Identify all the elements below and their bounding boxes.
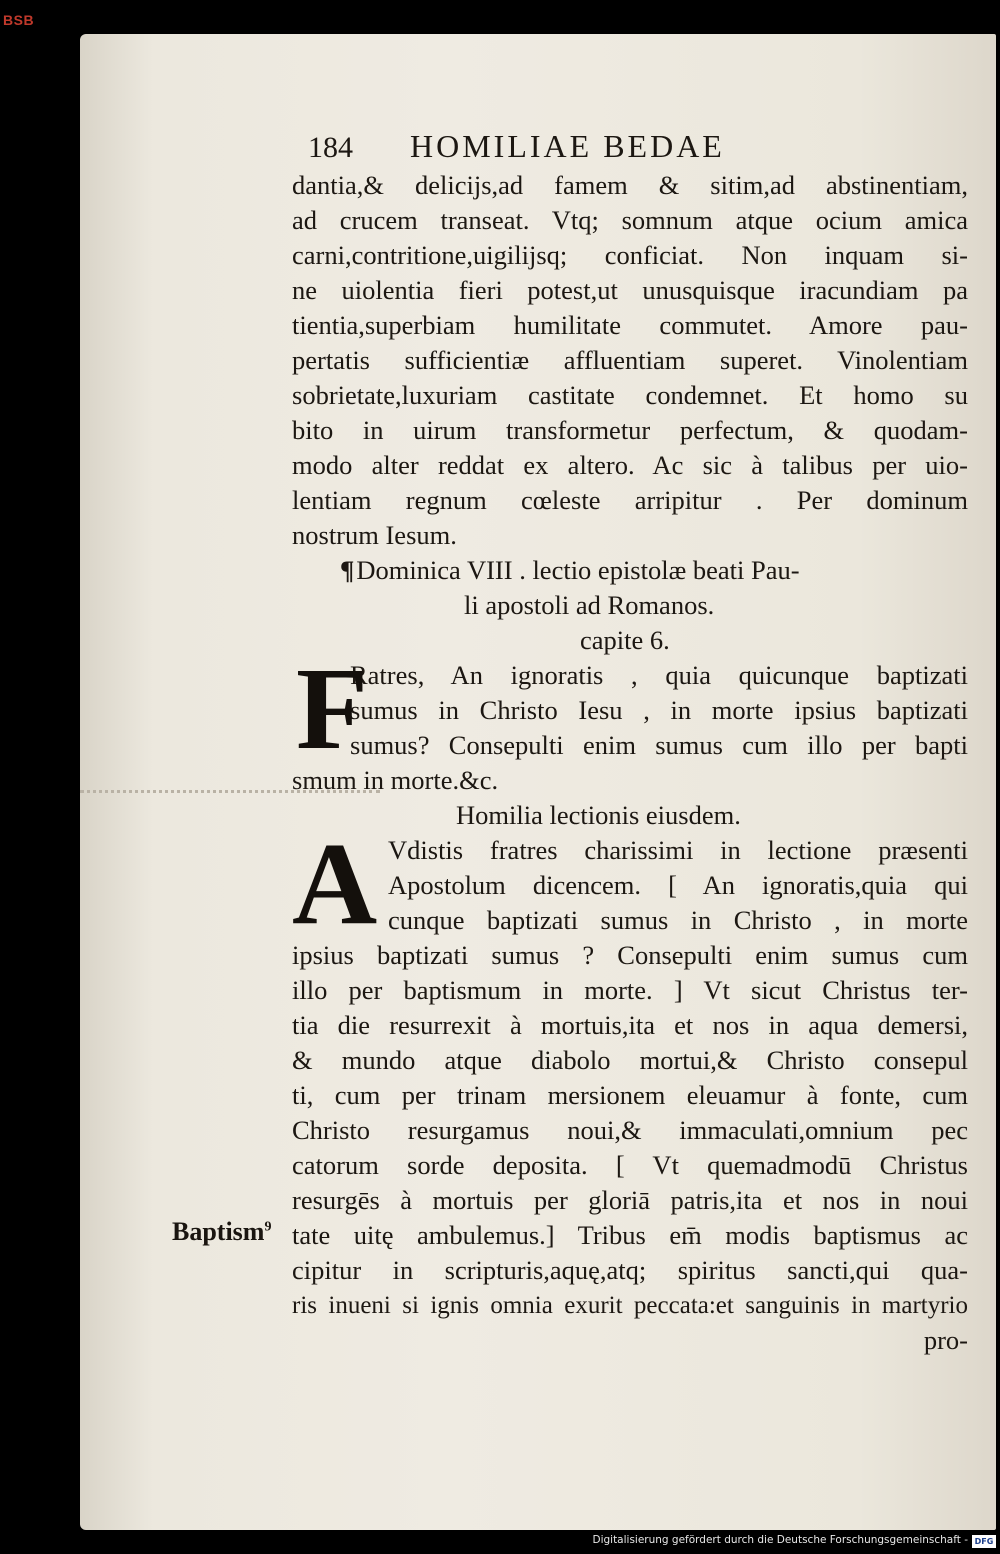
section-heading-line-1 <box>292 553 968 588</box>
text-line: ne uiolentia fieri potest,ut unusquisque iracundiam pa <box>292 275 968 305</box>
text-line: resurgēs à mortuis per gloriā patris,ita et nos in noui <box>292 1185 968 1215</box>
text-line: cipitur in scripturis,aquę,atq; spiritus sancti,qui qua- <box>292 1255 968 1285</box>
text-line: Apostolum dicencem. [ An ignoratis,quia qui <box>388 870 968 900</box>
footer-credit: Digitalisierung gefördert durch die Deutsche Forschungsgemeinschaft - <box>592 1534 968 1546</box>
homily-paragraph <box>292 818 968 1358</box>
running-title: HOMILIAE BEDAE <box>410 128 725 164</box>
text-line: cunque baptizati sumus in Christo , in morte <box>388 905 968 935</box>
marginal-note-abbrev: 9 <box>264 1219 272 1235</box>
section-heading: Dominica VIII . lectio epistolæ beati Pau- <box>356 555 800 585</box>
catchword: pro- <box>923 1325 968 1355</box>
text-line: & mundo atque diabolo mortui,& Christo consepul <box>292 1045 968 1075</box>
text-line: ipsius baptizati sumus ? Consepulti enim sumus cum <box>292 940 968 970</box>
drop-cap-initial: A <box>292 818 378 949</box>
text-line: nostrum Iesum. <box>292 520 457 550</box>
text-line: catorum sorde deposita. [ Vt quemadmodū Christus <box>292 1150 968 1180</box>
text-block <box>292 128 968 1358</box>
running-head <box>292 128 968 168</box>
text-line: carni,contritione,uigilijsq; conficiat. Non inquam si- <box>292 240 968 270</box>
bsb-logo: BSB <box>3 12 35 28</box>
text-line: smum in morte.&c. <box>292 765 499 795</box>
text-line: illo per baptismum in morte. ] Vt sicut Christus ter- <box>292 975 968 1005</box>
marginal-note-text: Baptism <box>172 1217 265 1246</box>
folio-number: 184 <box>308 131 353 164</box>
text-line: Vdistis fratres charissimi in lectione præsenti <box>388 835 968 865</box>
epistle-paragraph <box>292 643 968 798</box>
paragraph-1 <box>292 168 968 553</box>
marginal-note <box>172 1217 271 1247</box>
text-line: dantia,& delicijs,ad famem & sitim,ad abstinentiam, <box>292 170 968 200</box>
text-line: lentiam regnum cœleste arripitur . Per dominum <box>292 485 968 515</box>
text-line: bito in uirum transformetur perfectum, & quodam- <box>292 415 968 445</box>
text-line: tientia,superbiam humilitate commutet. Amore pau- <box>292 310 968 340</box>
section-heading-line-2: li apostoli ad Romanos. <box>464 590 715 620</box>
text-line: sumus in Christo Iesu , in morte ipsius baptizati <box>350 695 968 725</box>
text-line: Ratres, An ignoratis , quia quicunque baptizati <box>350 660 968 690</box>
drop-cap-initial: F <box>296 643 369 774</box>
text-line: ris inueni si ignis omnia exurit peccata:et sanguinis in martyrio <box>292 1292 968 1319</box>
text-line: sobrietate,luxuriam castitate condemnet. Et homo su <box>292 380 968 410</box>
text-line: ad crucem transeat. Vtq; somnum atque ocium amica <box>292 205 968 235</box>
text-line: ti, cum per trinam mersionem eleuamur à fonte, cum <box>292 1080 968 1110</box>
text-line: tia die resurrexit à mortuis,ita et nos in aqua demersi, <box>292 1010 968 1040</box>
text-line: sumus? Consepulti enim sumus cum illo per bapti <box>350 730 968 760</box>
text-line: tate uitę ambulemus.] Tribus em̄ modis baptismus ac <box>292 1220 968 1250</box>
pilcrow-mark: ¶ <box>340 555 355 585</box>
dfg-logo: DFG <box>972 1535 996 1548</box>
text-line: modo alter reddat ex altero. Ac sic à talibus per uio- <box>292 450 968 480</box>
text-line: Christo resurgamus noui,& immaculati,omnium pec <box>292 1115 968 1145</box>
section-subheading: capite 6. <box>580 625 670 655</box>
homily-heading: Homilia lectionis eiusdem. <box>456 800 741 830</box>
text-line: pertatis sufficientiæ affluentiam superet. Vinolentiam <box>292 345 968 375</box>
